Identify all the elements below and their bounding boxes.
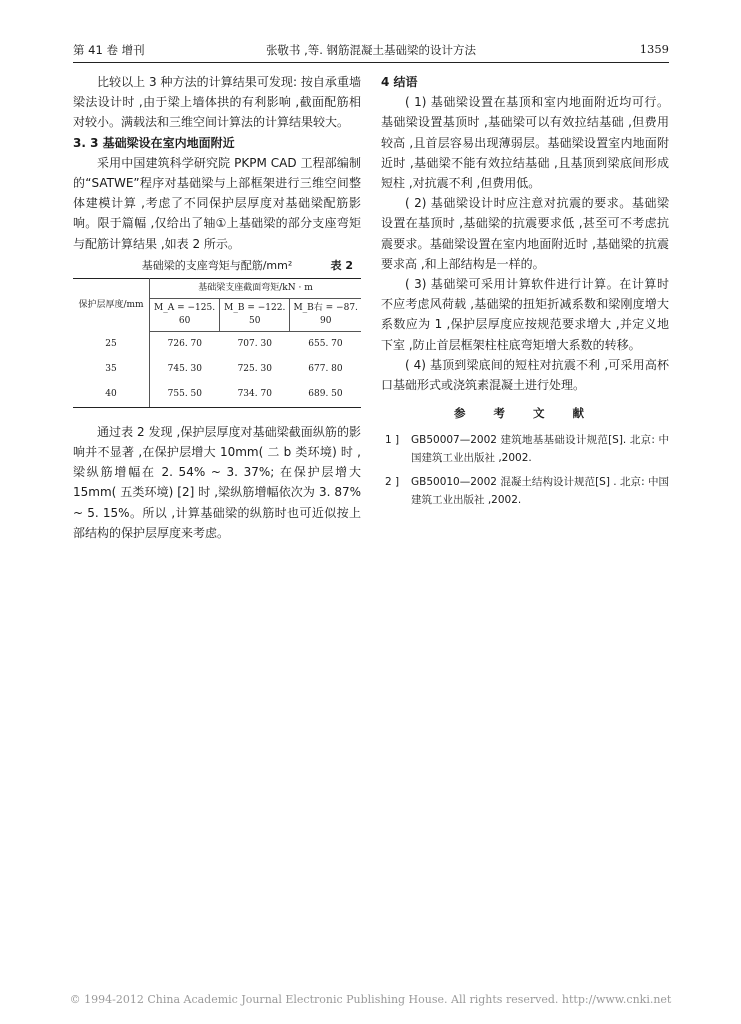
paragraph-comparison: 比较以上 3 种方法的计算结果可发现: 按自承重墙梁法设计时 ,由于梁上墙体拱的有利影响 ,截面配筋相对较小。满载法和三维空间计算法的计算结果较大。 [73, 75, 361, 130]
header-rule [73, 62, 669, 63]
table-cell: 725. 30 [237, 363, 272, 374]
table-caption [73, 256, 361, 276]
table-cell: 25 [73, 331, 150, 357]
reference-text: GB50010—2002 混凝土结构设计规范[S] . 北京: 中国建筑工业出版社 ,2002. [411, 476, 669, 507]
conclusion-2: ( 2) 基础梁设计时应注意对抗震的要求。基础梁设置在基顶时 ,基础梁的抗震要求低 ,甚至可不考虑抗震要求。基础梁设置在室内地面附近时 ,基础梁的抗震要求高 ,和上部结构是一样的。 [381, 196, 669, 271]
reference-item [381, 431, 669, 467]
conclusion-3: ( 3) 基础梁可采用计算软件进行计算。在计算时 不应考虑风荷载 ,基础梁的扭矩折减系数和梁刚度增大系数应为 1 ,保护层厚度应按规范要求增大 ,并定义地下室 ,防止首层框架柱柱底弯矩增大系数的转移。 [381, 277, 669, 352]
section-heading-4: 4 结语 [381, 75, 418, 89]
table-subheader: M_B右 = −87. 90 [290, 298, 361, 331]
paragraph-satwe: 采用中国建筑科学研究院 PKPM CAD 工程部编制的“SATWE”程序对基础梁与上部框架进行三维空间整体建模计算 ,考虑了不同保护层厚度对基础梁配筋影响。限于篇幅 ,仅给出了轴①上基础梁的部分支座弯矩与配筋计算结果 ,如表 2 所示。 [73, 155, 361, 251]
table-cell: 734. 70 [220, 382, 290, 408]
table-rowhead: 保护层厚度/mm [73, 278, 150, 331]
table-row [73, 331, 361, 357]
table-subheader: M_B = −122. 50 [220, 298, 290, 331]
section-heading-3-3: 3. 3 基础梁设在室内地面附近 [73, 135, 235, 150]
table-cell: 35 [73, 357, 150, 382]
conclusion-4: ( 4) 基顶到梁底间的短柱对抗震不利 ,可采用高杯口基础形式或浇筑素混凝土进行处理。 [381, 357, 669, 393]
table-cell: 755. 50 [150, 382, 220, 408]
copyright-footer: © 1994-2012 China Academic Journal Electronic Publishing House. All rights reserved. http://www.cnki.net [69, 993, 672, 1006]
paragraph-table-discussion: 通过表 2 发现 ,保护层厚度对基础梁截面纵筋的影响并不显著 ,在保护层增大 10mm( 二 b 类环境) 时 ,梁纵筋增幅在 2. 54% ~ 3. 37%; 在保护层增大 15mm( 五类环境) [2] 时 ,梁纵筋增幅依次为 3. 87% ~ 5. 15%。所以 ,计算基础梁的纵筋时也可近似按上部结构的保护层厚度来考虑。 [73, 424, 361, 540]
reference-text: GB50007—2002 建筑地基基础设计规范[S]. 北京: 中国建筑工业出版社 ,2002. [411, 434, 669, 465]
reference-item [381, 473, 669, 509]
table-cell: 707. 30 [237, 338, 272, 349]
right-column [381, 72, 669, 515]
left-column [73, 72, 361, 543]
table-cell: 726. 70 [167, 338, 202, 349]
table-cell: 40 [73, 382, 150, 408]
table-cell: 745. 30 [167, 363, 202, 374]
table-group-header: 基础梁支座截面弯矩/kN · m [150, 278, 362, 298]
table-row [73, 382, 361, 408]
table-number: 表 2 [330, 258, 353, 272]
table-row [73, 357, 361, 382]
table-title: 基础梁的支座弯矩与配筋/mm² [141, 258, 293, 272]
table-cell: 677. 80 [308, 363, 343, 374]
page-number: 1359 [639, 42, 669, 56]
references-heading: 参 考 文 献 [453, 406, 596, 421]
table-cell: 689. 50 [290, 382, 361, 408]
journal-volume: 第 41 卷 增刊 [73, 43, 145, 57]
table-subheader: M_A = −125. 60 [150, 298, 220, 331]
conclusion-1: ( 1) 基础梁设置在基顶和室内地面附近均可行。基础梁设置基顶时 ,基础梁可以有效拉结基础 ,但费用较高 ,且首层容易出现薄弱层。基础梁设置室内地面附近时 ,基础梁不能有效拉结基础 ,且基顶到梁底间形成短柱 ,对抗震不利 ,但费用低。 [381, 95, 669, 191]
running-header [73, 42, 669, 60]
table-cell: 655. 70 [308, 338, 343, 349]
reference-number: 1 ] [385, 434, 400, 447]
article-running-title: 张敬书 ,等. 钢筋混凝土基础梁的设计方法 [265, 43, 477, 57]
reference-number: 2 ] [385, 476, 400, 489]
moment-reinforcement-table [73, 278, 361, 408]
